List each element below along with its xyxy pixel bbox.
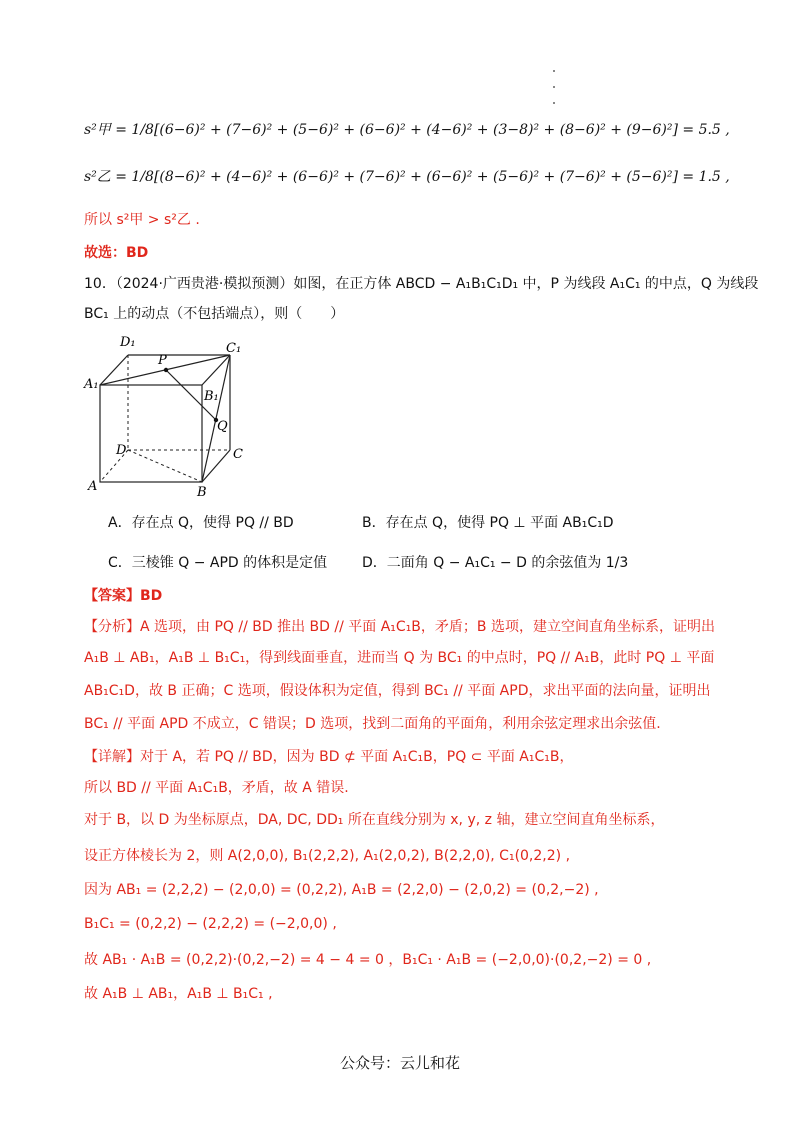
label-b: B (197, 485, 207, 500)
detail-line-4: 设正方体棱长为 2，则 A(2,0,0), B₁(2,2,2), A₁(2,0,2), B(2,2,0), C₁(0,2,2) , (84, 848, 571, 864)
answer: 【答案】BD (84, 588, 163, 604)
analysis-line-1: 【分析】A 选项，由 PQ // BD 推出 BD // 平面 A₁C₁B，矛盾；B 选项，建立空间直角坐标系，证明出 (84, 619, 715, 635)
detail-line-6: B₁C₁ = (0,2,2) − (2,2,2) = (−2,0,0) , (84, 916, 337, 932)
label-a: A (88, 479, 98, 494)
detail-line-1: 【详解】对于 A，若 PQ // BD，因为 BD ⊄ 平面 A₁C₁B，PQ ⊂ 平面 A₁C₁B， (84, 749, 574, 765)
option-c[interactable]: C．三棱锥 Q − APD 的体积是定值 (108, 555, 328, 571)
variance-yi: s²乙 = 1/8[(8−6)² + (4−6)² + (6−6)² + (7−6)² + (6−6)² + (5−6)² + (7−6)² + (5−6)²] = 1.5 , (84, 169, 730, 185)
detail-line-7: 故 AB₁ · A₁B = (0,2,2)·(0,2,−2) = 4 − 4 = 0 ，B₁C₁ · A₁B = (−2,0,0)·(0,2,−2) = 0 , (84, 952, 652, 968)
cube-figure (80, 330, 260, 505)
conclusion: 所以 s²甲 > s²乙 . (84, 212, 200, 228)
variance-jia: s²甲 = 1/8[(6−6)² + (7−6)² + (5−6)² + (6−6)² + (4−6)² + (3−8)² + (8−6)² + (9−6)²] = 5.5 , (84, 122, 730, 138)
option-b[interactable]: B．存在点 Q，使得 PQ ⊥ 平面 AB₁C₁D (362, 515, 614, 531)
question-line-2: BC₁ 上的动点（不包括端点），则（ ） (84, 306, 345, 322)
detail-line-2: 所以 BD // 平面 A₁C₁B，矛盾，故 A 错误. (84, 780, 349, 796)
choice-prev: 故选：BD (84, 245, 149, 261)
label-d1: D₁ (120, 335, 136, 350)
label-c: C (233, 447, 243, 462)
analysis-line-4: BC₁ // 平面 APD 不成立，C 错误；D 选项，找到二面角的平面角，利用余弦定理求出余弦值. (84, 716, 661, 732)
footer-account: 公众号：云儿和花 (339, 1054, 460, 1072)
detail-line-3: 对于 B，以 D 为坐标原点，DA, DC, DD₁ 所在直线分别为 x, y, z 轴，建立空间直角坐标系， (84, 812, 665, 828)
detail-line-5: 因为 AB₁ = (2,2,2) − (2,0,0) = (0,2,2), A₁B = (2,2,0) − (2,0,2) = (0,2,−2) , (84, 882, 599, 898)
analysis-line-2: A₁B ⊥ AB₁，A₁B ⊥ B₁C₁，得到线面垂直，进而当 Q 为 BC₁ 的中点时，PQ // A₁B，此时 PQ ⊥ 平面 (84, 650, 715, 666)
label-p: P (158, 353, 167, 368)
detail-line-8: 故 A₁B ⊥ AB₁，A₁B ⊥ B₁C₁ , (84, 986, 273, 1002)
label-d: D (116, 443, 127, 458)
label-c1: C₁ (226, 341, 242, 356)
option-a[interactable]: A．存在点 Q，使得 PQ // BD (108, 515, 294, 531)
option-d[interactable]: D．二面角 Q − A₁C₁ − D 的余弦值为 1/3 (362, 555, 629, 571)
label-q: Q (217, 419, 228, 434)
label-b1: B₁ (204, 389, 219, 404)
label-a1: A₁ (84, 377, 99, 392)
analysis-line-3: AB₁C₁D，故 B 正确；C 选项，假设体积为定值，得到 BC₁ // 平面 APD，求出平面的法向量，证明出 (84, 683, 711, 699)
margin-marks (553, 70, 557, 110)
question-line-1: 10．（2024·广西贵港·模拟预测）如图，在正方体 ABCD − A₁B₁C₁D₁ 中，P 为线段 A₁C₁ 的中点，Q 为线段 (84, 276, 759, 292)
point-p (164, 368, 168, 372)
